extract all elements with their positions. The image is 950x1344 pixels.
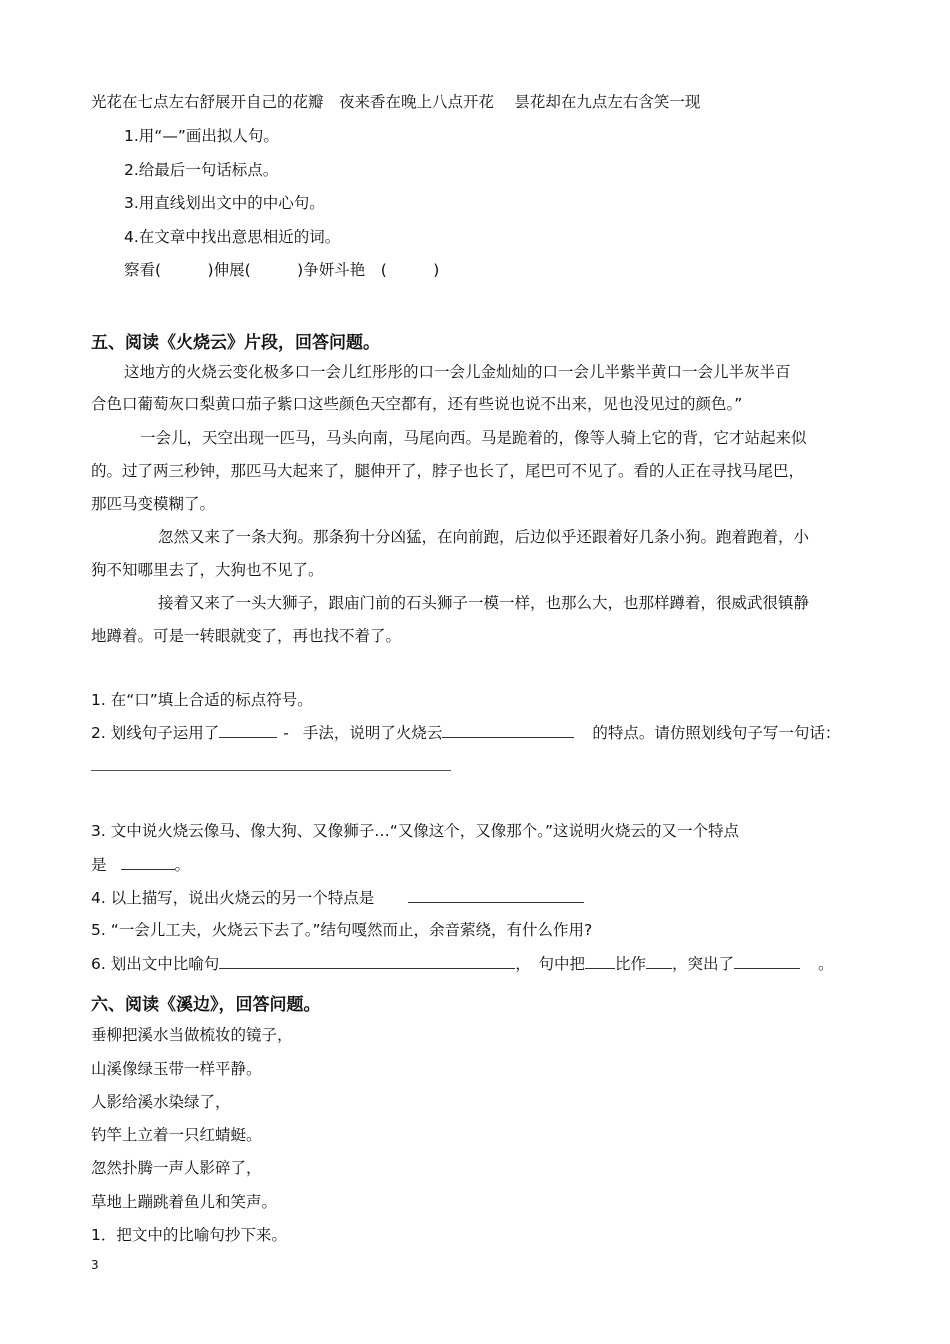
question-6-1: 1．把文中的比喻句抄下来。 xyxy=(91,1226,287,1244)
question-5-3-line1: 3. 文中说火烧云像马、像大狗、又像狮子…“又像这个，又像那个。”这说明火烧云的又一个特点 xyxy=(91,822,740,840)
question-5-6-part-b: ， 句中把 xyxy=(515,955,585,973)
question-4-4-words: 察看( )伸展( )争妍斗艳 ( ) xyxy=(124,261,440,279)
question-5-6-part-c: 比作 xyxy=(614,955,646,973)
passage-5-p1-line2: 合色口葡萄灰口梨黄口茄子紫口这些颜色天空都有，还有些说也说不出来，见也没见过的颜色。” xyxy=(91,395,743,413)
question-4-3: 3.用直线划出文中的中心句。 xyxy=(124,194,325,212)
question-5-6 xyxy=(91,954,834,974)
emphasis-blank[interactable] xyxy=(734,954,800,969)
question-5-2-dash: - xyxy=(283,724,289,742)
poem-line: 忽然扑腾一声人影碎了， xyxy=(91,1159,262,1177)
feature-blank[interactable] xyxy=(442,723,574,738)
question-5-1: 1. 在“口”填上合适的标点符号。 xyxy=(91,691,313,709)
technique-blank[interactable] xyxy=(219,723,277,738)
passage-5-p3-line2: 狗不知哪里去了，大狗也不见了。 xyxy=(91,561,324,579)
question-5-2-part-a: 2. 划线句子运用了 xyxy=(91,724,220,742)
question-5-5: 5. “一会儿工夫，火烧云下去了。”结句嘎然而止，余音萦绕，有什么作用? xyxy=(91,921,593,939)
question-5-4-text: 4. 以上描写，说出火烧云的另一个特点是 xyxy=(91,889,375,907)
poem-line: 垂柳把溪水当做梳妆的镜子， xyxy=(91,1026,293,1044)
page-number: 3 xyxy=(91,1258,99,1272)
passage-5-p2-line2: 的。过了两三秒钟，那匹马大起来了，腿伸开了，脖子也长了，尾巴可不见了。看的人正在寻找马尾巴， xyxy=(91,462,805,480)
passage-5-p1-line1: 这地方的火烧云变化极多口一会儿红彤彤的口一会儿金灿灿的口一会儿半紫半黄口一会儿半灰半百 xyxy=(124,363,791,381)
question-5-6-part-d: ，突出了 xyxy=(672,955,735,973)
poem-line: 山溪像绿玉带一样平静。 xyxy=(91,1060,262,1078)
passage-5-p4-line1: 接着又来了一头大狮子，跟庙门前的石头狮子一模一样，也那么大，也那样蹲着，很威武很镇静 xyxy=(158,594,810,612)
question-5-2 xyxy=(91,723,840,743)
poem-line: 钓竿上立着一只红蜻蜓。 xyxy=(91,1126,262,1144)
section-6-heading: 六、阅读《溪边》，回答问题。 xyxy=(91,995,321,1015)
question-5-3-part-a: 是 xyxy=(91,856,107,874)
question-5-6-part-e: 。 xyxy=(818,955,834,973)
question-5-2-part-c: 的特点。请仿照划线句子写一句话： xyxy=(592,724,841,742)
feature-3-blank[interactable] xyxy=(408,888,584,903)
metaphor-sentence-blank[interactable] xyxy=(219,954,515,969)
section-5-heading: 五、阅读《火烧云》片段，回答问题。 xyxy=(91,333,380,353)
vehicle-blank[interactable] xyxy=(646,954,672,969)
question-4-1: 1.用“—”画出拟人句。 xyxy=(124,127,279,145)
question-5-2-part-b: 手法，说明了火烧云 xyxy=(302,724,443,742)
passage-5-p2-line3: 那匹马变模糊了。 xyxy=(91,495,216,513)
question-5-4 xyxy=(91,888,584,908)
imitation-sentence-answer-line[interactable] xyxy=(91,770,451,771)
tenor-blank[interactable] xyxy=(585,954,615,969)
passage-5-p2-line1: 一会儿，天空出现一匹马，马头向南，马尾向西。马是跪着的，像等人骑上它的背，它才站起来似 xyxy=(140,429,807,447)
poem-line: 草地上蹦跳着鱼儿和笑声。 xyxy=(91,1193,278,1211)
question-5-3-part-b: 。 xyxy=(174,856,191,874)
question-5-3-line2 xyxy=(91,855,190,875)
passage-5-p4-line2: 地蹲着。可是一转眼就变了，再也找不着了。 xyxy=(91,627,402,645)
flower-time-line: 光花在七点左右舒展开自己的花瓣 夜来香在晚上八点开花 昙花却在九点左右含笑一现 xyxy=(91,93,701,111)
question-4-4: 4.在文章中找出意思相近的词。 xyxy=(124,228,341,246)
poem-line: 人影给溪水染绿了， xyxy=(91,1093,231,1111)
question-5-6-part-a: 6. 划出文中比喻句 xyxy=(91,955,220,973)
question-4-2: 2.给最后一句话标点。 xyxy=(124,161,279,179)
feature-2-blank[interactable] xyxy=(121,855,175,870)
passage-5-p3-line1: 忽然又来了一条大狗。那条狗十分凶猛，在向前跑，后边似乎还跟着好几条小狗。跑着跑着，小 xyxy=(158,528,810,546)
